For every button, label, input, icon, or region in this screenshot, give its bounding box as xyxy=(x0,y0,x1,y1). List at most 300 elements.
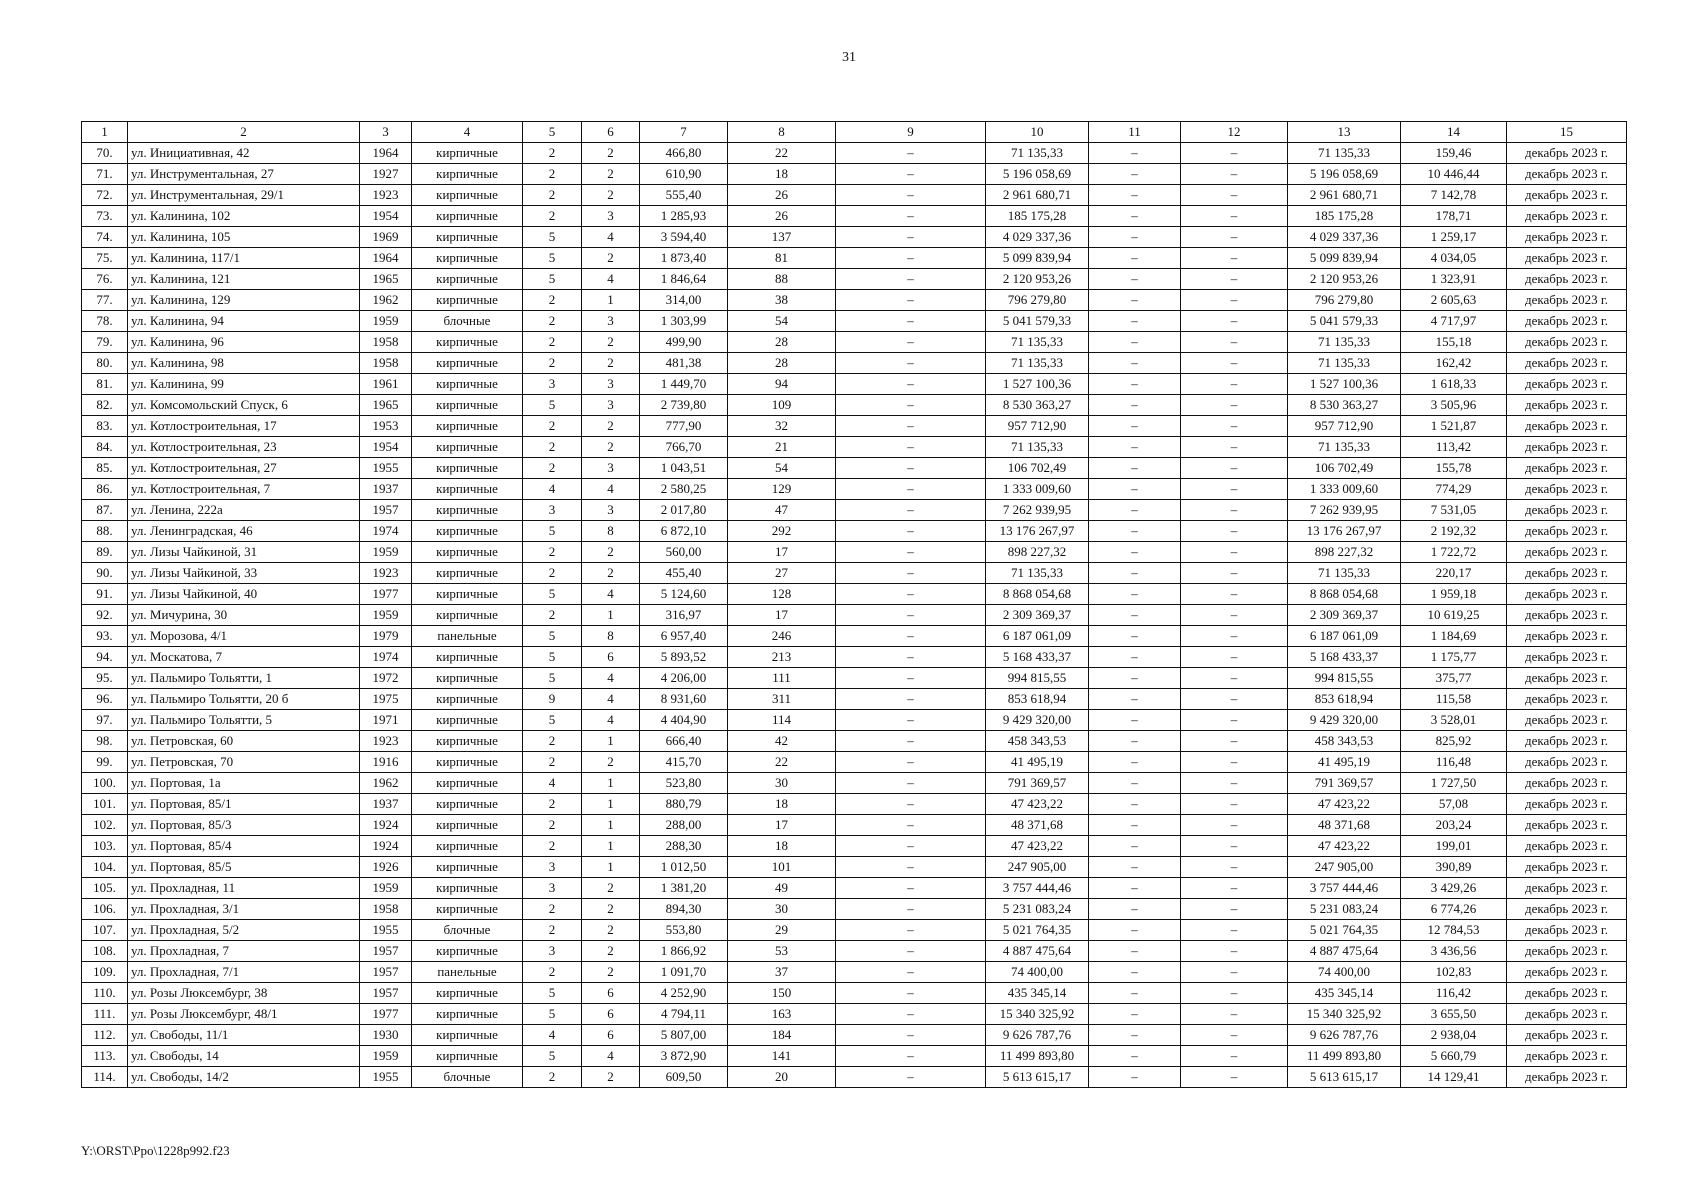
table-cell: 15 340 325,92 xyxy=(986,1004,1089,1025)
table-cell: 3 872,90 xyxy=(640,1046,728,1067)
table-cell: кирпичные xyxy=(412,899,523,920)
table-cell: декабрь 2023 г. xyxy=(1507,143,1627,164)
table-cell: – xyxy=(1181,773,1288,794)
table-cell: 1971 xyxy=(360,710,412,731)
table-cell: 5 xyxy=(523,1046,582,1067)
table-cell: 155,78 xyxy=(1401,458,1507,479)
table-cell: 99. xyxy=(82,752,128,773)
table-cell: 79. xyxy=(82,332,128,353)
table-cell: – xyxy=(1089,206,1181,227)
table-cell: – xyxy=(1089,710,1181,731)
table-cell: 4 887 475,64 xyxy=(986,941,1089,962)
table-cell: 1954 xyxy=(360,206,412,227)
table-cell: 42 xyxy=(728,731,836,752)
table-cell: 8 868 054,68 xyxy=(986,584,1089,605)
table-cell: кирпичные xyxy=(412,1046,523,1067)
table-cell: 85. xyxy=(82,458,128,479)
table-row xyxy=(82,248,1627,269)
table-cell: 74 400,00 xyxy=(986,962,1089,983)
table-cell: декабрь 2023 г. xyxy=(1507,815,1627,836)
table-cell: 2 xyxy=(582,248,640,269)
table-cell: – xyxy=(836,941,986,962)
table-cell: 3 436,56 xyxy=(1401,941,1507,962)
table-cell: декабрь 2023 г. xyxy=(1507,668,1627,689)
table-cell: – xyxy=(1181,437,1288,458)
table-cell: 4 xyxy=(582,479,640,500)
table-cell: 9 429 320,00 xyxy=(1288,710,1401,731)
table-cell: 94. xyxy=(82,647,128,668)
table-cell: 6 872,10 xyxy=(640,521,728,542)
table-cell: 853 618,94 xyxy=(1288,689,1401,710)
table-cell: 3 757 444,46 xyxy=(1288,878,1401,899)
table-row xyxy=(82,563,1627,584)
table-cell: 6 xyxy=(582,1025,640,1046)
table-cell: декабрь 2023 г. xyxy=(1507,752,1627,773)
table-cell: 6 xyxy=(582,1004,640,1025)
table-cell: – xyxy=(836,878,986,899)
table-cell: 1923 xyxy=(360,731,412,752)
table-cell: кирпичные xyxy=(412,983,523,1004)
table-cell: 112. xyxy=(82,1025,128,1046)
table-cell: 41 495,19 xyxy=(1288,752,1401,773)
table-cell: блочные xyxy=(412,311,523,332)
table-cell: 4 887 475,64 xyxy=(1288,941,1401,962)
table-cell: 26 xyxy=(728,206,836,227)
table-cell: 1 727,50 xyxy=(1401,773,1507,794)
table-cell: ул. Калинина, 99 xyxy=(128,374,360,395)
table-cell: ул. Калинина, 96 xyxy=(128,332,360,353)
table-cell: 5 099 839,94 xyxy=(1288,248,1401,269)
table-cell: 6 187 061,09 xyxy=(1288,626,1401,647)
table-cell: 2 xyxy=(523,794,582,815)
table-cell: 1979 xyxy=(360,626,412,647)
table-cell: панельные xyxy=(412,626,523,647)
table-cell: 5 124,60 xyxy=(640,584,728,605)
table-cell: – xyxy=(1089,752,1181,773)
table-cell: – xyxy=(1089,458,1181,479)
table-cell: 71 135,33 xyxy=(1288,437,1401,458)
column-number-header: 2 xyxy=(128,122,360,143)
table-cell: – xyxy=(836,269,986,290)
table-row xyxy=(82,584,1627,605)
table-cell: – xyxy=(836,773,986,794)
table-cell: – xyxy=(1089,941,1181,962)
table-cell: 106. xyxy=(82,899,128,920)
table-cell: – xyxy=(1181,1004,1288,1025)
table-cell: 666,40 xyxy=(640,731,728,752)
table-cell: 17 xyxy=(728,815,836,836)
table-cell: 5 xyxy=(523,248,582,269)
table-cell: 1957 xyxy=(360,983,412,1004)
table-cell: – xyxy=(1181,269,1288,290)
table-cell: – xyxy=(1181,815,1288,836)
table-cell: декабрь 2023 г. xyxy=(1507,941,1627,962)
table-cell: 1958 xyxy=(360,332,412,353)
column-number-header: 5 xyxy=(523,122,582,143)
table-cell: 1962 xyxy=(360,773,412,794)
table-cell: – xyxy=(1181,857,1288,878)
table-cell: ул. Инициативная, 42 xyxy=(128,143,360,164)
column-number-header: 3 xyxy=(360,122,412,143)
table-row xyxy=(82,206,1627,227)
table-cell: 2 xyxy=(523,836,582,857)
table-cell: 102,83 xyxy=(1401,962,1507,983)
table-cell: ул. Прохладная, 5/2 xyxy=(128,920,360,941)
table-cell: 2 580,25 xyxy=(640,479,728,500)
table-cell: 83. xyxy=(82,416,128,437)
table-cell: – xyxy=(836,1067,986,1088)
table-cell: ул. Котлостроительная, 17 xyxy=(128,416,360,437)
table-cell: – xyxy=(836,668,986,689)
table-cell: ул. Прохладная, 7/1 xyxy=(128,962,360,983)
table-cell: – xyxy=(1181,1067,1288,1088)
table-cell: – xyxy=(1181,374,1288,395)
table-cell: 1 846,64 xyxy=(640,269,728,290)
table-cell: 110. xyxy=(82,983,128,1004)
table-cell: 81. xyxy=(82,374,128,395)
table-cell: – xyxy=(1181,353,1288,374)
table-cell: 1957 xyxy=(360,941,412,962)
table-cell: 47 423,22 xyxy=(986,836,1089,857)
table-cell: 2 xyxy=(523,332,582,353)
table-cell: 71. xyxy=(82,164,128,185)
table-cell: кирпичные xyxy=(412,941,523,962)
table-cell: 4 xyxy=(582,1046,640,1067)
table-cell: 6 xyxy=(582,983,640,1004)
table-cell: 435 345,14 xyxy=(986,983,1089,1004)
table-cell: – xyxy=(836,563,986,584)
table-cell: 1965 xyxy=(360,269,412,290)
table-cell: 1 xyxy=(582,605,640,626)
table-cell: декабрь 2023 г. xyxy=(1507,1004,1627,1025)
table-row xyxy=(82,794,1627,815)
table-cell: 81 xyxy=(728,248,836,269)
table-cell: 2 xyxy=(582,878,640,899)
table-cell: – xyxy=(1181,962,1288,983)
table-cell: – xyxy=(1181,311,1288,332)
table-cell: – xyxy=(1089,185,1181,206)
table-cell: – xyxy=(836,983,986,1004)
table-cell: кирпичные xyxy=(412,227,523,248)
table-cell: декабрь 2023 г. xyxy=(1507,437,1627,458)
table-cell: – xyxy=(1181,542,1288,563)
table-cell: кирпичные xyxy=(412,353,523,374)
table-cell: 1955 xyxy=(360,1067,412,1088)
table-cell: – xyxy=(1089,773,1181,794)
table-cell: 3 429,26 xyxy=(1401,878,1507,899)
table-cell: – xyxy=(1181,920,1288,941)
table-cell: 8 xyxy=(582,521,640,542)
table-cell: 141 xyxy=(728,1046,836,1067)
table-cell: 88. xyxy=(82,521,128,542)
table-cell: 1974 xyxy=(360,521,412,542)
table-cell: 2 xyxy=(523,962,582,983)
column-number-header: 1 xyxy=(82,122,128,143)
table-cell: 13 176 267,97 xyxy=(986,521,1089,542)
table-cell: 106 702,49 xyxy=(1288,458,1401,479)
table-cell: – xyxy=(1089,794,1181,815)
table-cell: 2 xyxy=(582,185,640,206)
table-cell: 54 xyxy=(728,458,836,479)
page-number: 31 xyxy=(842,50,856,65)
table-row xyxy=(82,353,1627,374)
table-cell: – xyxy=(836,1025,986,1046)
table-cell: – xyxy=(836,353,986,374)
table-cell: 114. xyxy=(82,1067,128,1088)
table-cell: кирпичные xyxy=(412,521,523,542)
column-number-header: 7 xyxy=(640,122,728,143)
table-cell: 1937 xyxy=(360,479,412,500)
table-cell: 1 091,70 xyxy=(640,962,728,983)
table-row xyxy=(82,458,1627,479)
table-cell: 2 xyxy=(523,164,582,185)
table-cell: 41 495,19 xyxy=(986,752,1089,773)
table-cell: 5 660,79 xyxy=(1401,1046,1507,1067)
table-cell: 2 xyxy=(582,353,640,374)
table-cell: 2 xyxy=(523,416,582,437)
table-cell: 3 xyxy=(582,374,640,395)
table-cell: – xyxy=(1089,248,1181,269)
table-cell: ул. Портовая, 85/1 xyxy=(128,794,360,815)
table-cell: 129 xyxy=(728,479,836,500)
table-cell: 2 xyxy=(582,920,640,941)
table-cell: – xyxy=(1181,752,1288,773)
table-cell: 957 712,90 xyxy=(1288,416,1401,437)
table-cell: 609,50 xyxy=(640,1067,728,1088)
table-cell: – xyxy=(1089,395,1181,416)
table-cell: ул. Котлостроительная, 7 xyxy=(128,479,360,500)
table-cell: 1 285,93 xyxy=(640,206,728,227)
table-cell: кирпичные xyxy=(412,815,523,836)
table-cell: декабрь 2023 г. xyxy=(1507,353,1627,374)
table-cell: – xyxy=(1089,416,1181,437)
table-cell: 6 187 061,09 xyxy=(986,626,1089,647)
table-cell: 2 xyxy=(582,332,640,353)
table-cell: кирпичные xyxy=(412,794,523,815)
table-cell: ул. Калинина, 105 xyxy=(128,227,360,248)
table-cell: 47 423,22 xyxy=(1288,836,1401,857)
table-cell: 1 xyxy=(582,815,640,836)
table-cell: 481,38 xyxy=(640,353,728,374)
table-cell: 1957 xyxy=(360,500,412,521)
table-cell: ул. Калинина, 129 xyxy=(128,290,360,311)
table-cell: 247 905,00 xyxy=(1288,857,1401,878)
table-cell: 774,29 xyxy=(1401,479,1507,500)
table-row xyxy=(82,227,1627,248)
table-cell: – xyxy=(1181,290,1288,311)
table-cell: 994 815,55 xyxy=(1288,668,1401,689)
table-cell: ул. Калинина, 94 xyxy=(128,311,360,332)
table-cell: – xyxy=(1181,521,1288,542)
table-cell: – xyxy=(836,395,986,416)
table-cell: 5 xyxy=(523,269,582,290)
table-cell: декабрь 2023 г. xyxy=(1507,710,1627,731)
table-cell: 1927 xyxy=(360,164,412,185)
table-cell: 1 527 100,36 xyxy=(1288,374,1401,395)
table-cell: 1959 xyxy=(360,878,412,899)
table-cell: кирпичные xyxy=(412,878,523,899)
table-cell: декабрь 2023 г. xyxy=(1507,605,1627,626)
table-cell: – xyxy=(1089,227,1181,248)
table-row xyxy=(82,689,1627,710)
table-cell: – xyxy=(1089,668,1181,689)
table-cell: 47 423,22 xyxy=(986,794,1089,815)
table-cell: 2 xyxy=(582,1067,640,1088)
table-cell: 71 135,33 xyxy=(1288,353,1401,374)
table-cell: 9 429 320,00 xyxy=(986,710,1089,731)
column-number-header: 14 xyxy=(1401,122,1507,143)
table-cell: 5 021 764,35 xyxy=(1288,920,1401,941)
table-cell: 2 xyxy=(523,605,582,626)
table-row xyxy=(82,836,1627,857)
table-cell: 109 xyxy=(728,395,836,416)
table-cell: 9 626 787,76 xyxy=(1288,1025,1401,1046)
table-row xyxy=(82,437,1627,458)
table-cell: 1 xyxy=(582,731,640,752)
table-cell: кирпичные xyxy=(412,647,523,668)
table-cell: 390,89 xyxy=(1401,857,1507,878)
table-cell: – xyxy=(1181,878,1288,899)
table-cell: 14 129,41 xyxy=(1401,1067,1507,1088)
table-row xyxy=(82,878,1627,899)
table-cell: ул. Свободы, 14 xyxy=(128,1046,360,1067)
table-row xyxy=(82,899,1627,920)
table-cell: – xyxy=(1181,500,1288,521)
table-cell: кирпичные xyxy=(412,248,523,269)
table-cell: – xyxy=(1089,626,1181,647)
table-cell: – xyxy=(1089,311,1181,332)
table-cell: 102. xyxy=(82,815,128,836)
table-cell: – xyxy=(1181,836,1288,857)
table-cell: 5 xyxy=(523,983,582,1004)
table-cell: – xyxy=(836,626,986,647)
table-cell: декабрь 2023 г. xyxy=(1507,1067,1627,1088)
table-cell: 1955 xyxy=(360,920,412,941)
table-cell: 94 xyxy=(728,374,836,395)
table-cell: – xyxy=(1089,290,1181,311)
table-cell: 4 xyxy=(523,773,582,794)
table-cell: декабрь 2023 г. xyxy=(1507,521,1627,542)
table-cell: 1 xyxy=(582,773,640,794)
table-cell: 47 xyxy=(728,500,836,521)
table-cell: кирпичные xyxy=(412,1025,523,1046)
table-cell: – xyxy=(1181,143,1288,164)
table-cell: – xyxy=(836,689,986,710)
table-cell: 111. xyxy=(82,1004,128,1025)
table-cell: декабрь 2023 г. xyxy=(1507,206,1627,227)
table-cell: 162,42 xyxy=(1401,353,1507,374)
table-row xyxy=(82,920,1627,941)
table-cell: 5 041 579,33 xyxy=(986,311,1089,332)
table-cell: 1 873,40 xyxy=(640,248,728,269)
table-cell: ул. Лизы Чайкиной, 31 xyxy=(128,542,360,563)
table-cell: кирпичные xyxy=(412,458,523,479)
table-cell: декабрь 2023 г. xyxy=(1507,374,1627,395)
table-cell: 2 017,80 xyxy=(640,500,728,521)
table-cell: декабрь 2023 г. xyxy=(1507,500,1627,521)
table-cell: 71 135,33 xyxy=(986,143,1089,164)
table-cell: 766,70 xyxy=(640,437,728,458)
table-cell: – xyxy=(1181,332,1288,353)
table-cell: ул. Пальмиро Тольятти, 5 xyxy=(128,710,360,731)
table-cell: – xyxy=(836,731,986,752)
table-cell: 3 xyxy=(523,374,582,395)
table-cell: 2 xyxy=(523,185,582,206)
table-cell: – xyxy=(1181,395,1288,416)
table-row xyxy=(82,164,1627,185)
table-cell: 6 774,26 xyxy=(1401,899,1507,920)
table-cell: 2 xyxy=(582,143,640,164)
table-cell: – xyxy=(836,857,986,878)
table-cell: 1953 xyxy=(360,416,412,437)
table-cell: – xyxy=(1089,731,1181,752)
table-cell: 5 xyxy=(523,584,582,605)
table-cell: кирпичные xyxy=(412,836,523,857)
table-cell: 38 xyxy=(728,290,836,311)
table-cell: – xyxy=(1089,143,1181,164)
table-cell: 994 815,55 xyxy=(986,668,1089,689)
table-cell: ул. Петровская, 70 xyxy=(128,752,360,773)
table-cell: декабрь 2023 г. xyxy=(1507,962,1627,983)
table-cell: 5 041 579,33 xyxy=(1288,311,1401,332)
table-row xyxy=(82,143,1627,164)
table-cell: 1957 xyxy=(360,962,412,983)
table-row xyxy=(82,815,1627,836)
table-row xyxy=(82,290,1627,311)
table-cell: 1955 xyxy=(360,458,412,479)
table-cell: 4 404,90 xyxy=(640,710,728,731)
table-cell: 4 029 337,36 xyxy=(986,227,1089,248)
table-cell: 4 xyxy=(582,710,640,731)
table-cell: 92. xyxy=(82,605,128,626)
table-cell: – xyxy=(836,647,986,668)
table-cell: 21 xyxy=(728,437,836,458)
table-cell: 104. xyxy=(82,857,128,878)
table-cell: 2 xyxy=(582,899,640,920)
table-cell: ул. Портовая, 85/5 xyxy=(128,857,360,878)
table-cell: – xyxy=(1089,269,1181,290)
table-cell: 5 613 615,17 xyxy=(986,1067,1089,1088)
table-cell: – xyxy=(1181,479,1288,500)
table-cell: 2 739,80 xyxy=(640,395,728,416)
table-cell: 415,70 xyxy=(640,752,728,773)
table-cell: 1959 xyxy=(360,311,412,332)
table-cell: 88 xyxy=(728,269,836,290)
table-cell: 796 279,80 xyxy=(1288,290,1401,311)
table-cell: 314,00 xyxy=(640,290,728,311)
table-cell: 1 333 009,60 xyxy=(986,479,1089,500)
table-cell: 2 120 953,26 xyxy=(1288,269,1401,290)
table-cell: 28 xyxy=(728,332,836,353)
table-cell: 2 xyxy=(523,1067,582,1088)
table-cell: – xyxy=(1089,500,1181,521)
table-cell: – xyxy=(1089,164,1181,185)
table-cell: кирпичные xyxy=(412,164,523,185)
table-cell: – xyxy=(836,206,986,227)
table-cell: 957 712,90 xyxy=(986,416,1089,437)
table-cell: 80. xyxy=(82,353,128,374)
table-cell: 2 120 953,26 xyxy=(986,269,1089,290)
table-cell: декабрь 2023 г. xyxy=(1507,1025,1627,1046)
table-cell: – xyxy=(1181,605,1288,626)
table-cell: кирпичные xyxy=(412,563,523,584)
table-cell: 610,90 xyxy=(640,164,728,185)
table-cell: – xyxy=(1181,248,1288,269)
table-cell: 499,90 xyxy=(640,332,728,353)
table-cell: декабрь 2023 г. xyxy=(1507,164,1627,185)
table-cell: – xyxy=(836,290,986,311)
table-row xyxy=(82,311,1627,332)
